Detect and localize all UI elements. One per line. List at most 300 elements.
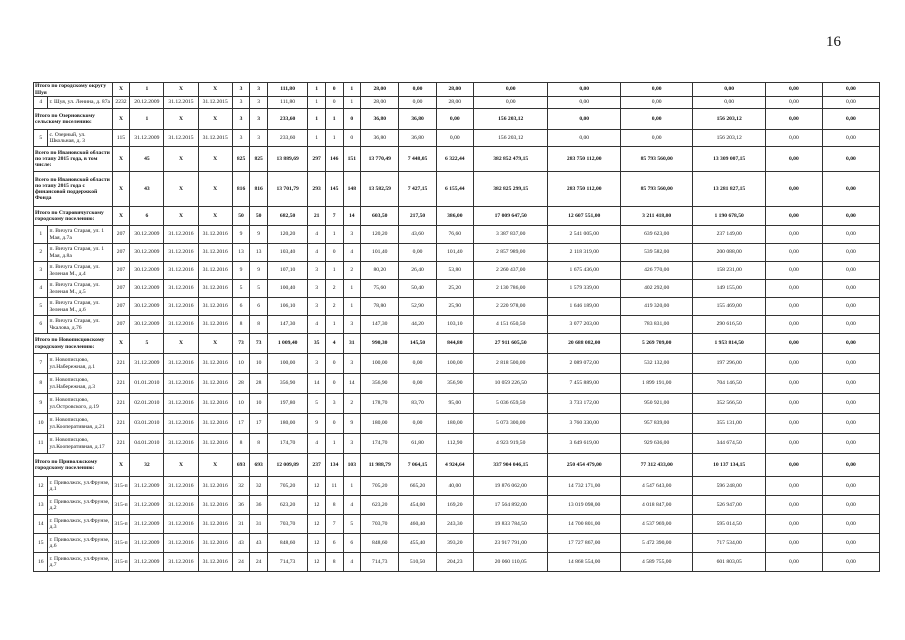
value-cell: 0,00 [765,534,822,553]
value-cell: 1 [325,434,343,454]
value-cell: 7 [325,207,343,226]
value-cell: 17 564 892,00 [473,496,548,515]
value-cell: 03.01.2010 [130,414,164,434]
value-cell: 180,00 [267,414,307,434]
address-cell: п. Новописцово, ул.Кооперативная, д.17 [48,434,112,454]
value-cell: 0,00 [399,354,436,374]
value-cell: 0,00 [822,109,879,130]
address-cell: п. Новописцово, ул.Набережная, д.3 [48,374,112,394]
value-cell: 156 203,12 [693,130,765,147]
value-cell: 221 [112,434,130,454]
value-cell: X [164,147,198,172]
value-cell: 0,00 [765,83,822,97]
value-cell: 714,73 [361,553,399,572]
value-cell: 250 454 479,00 [548,454,620,477]
section-label-cell: Всего по Ивановской области по этапу 2015 года, в том числе: [34,147,113,172]
value-cell: X [112,172,130,207]
value-cell: 950 921,00 [620,394,692,414]
subtotal-row [34,334,880,354]
value-cell: 0,00 [822,172,879,207]
value-cell: 44,20 [399,316,436,334]
value-cell: 0,00 [822,244,879,262]
value-cell: X [164,207,198,226]
value-cell: 204,23 [436,553,473,572]
value-cell: 7 455 889,00 [548,374,620,394]
table-row [34,262,880,280]
value-cell: 9 [250,262,268,280]
section-label-cell: Итого по Озерновскому сельскому поселению: [34,109,113,130]
value-cell: 6 322,44 [436,147,473,172]
value-cell: 13 281 827,15 [693,172,765,207]
value-cell: 217,50 [399,207,436,226]
value-cell: 3 [308,262,326,280]
address-cell: п. Вичуга Старая, ул. 1 Мая, д.7а [48,226,112,244]
value-cell: 3 733 172,00 [548,394,620,414]
value-cell: 31.12.2016 [164,374,198,394]
value-cell: 4 924,64 [436,454,473,477]
value-cell: 12 [308,553,326,572]
value-cell: 75,60 [361,280,399,298]
table-row [34,553,880,572]
value-cell: 356,90 [267,374,307,394]
value-cell: 0 [325,374,343,394]
value-cell: 3 760 330,00 [548,414,620,434]
value-cell: 32 [232,477,250,496]
value-cell: 4 018 847,00 [620,496,692,515]
value-cell: 0,00 [822,414,879,434]
address-cell: п. Вичуга Старая, ул. Зеленая М., д.6 [48,298,112,316]
value-cell: 207 [112,262,130,280]
value-cell: 31.12.2016 [198,262,232,280]
value-cell: 158 231,00 [693,262,765,280]
value-cell: 13 889,69 [267,147,307,172]
value-cell: 714,73 [267,553,307,572]
value-cell: 0,00 [473,97,548,109]
value-cell: 693 [250,454,268,477]
value-cell: 0 [343,109,361,130]
value-cell: 0,00 [436,109,473,130]
value-cell: 31 [250,515,268,534]
value-cell: 24 [232,553,250,572]
value-cell: 53,80 [436,262,473,280]
value-cell: 0,00 [822,97,879,109]
value-cell: 20 688 082,00 [548,334,620,354]
value-cell: 233,60 [267,130,307,147]
value-cell: 31.12.2016 [164,496,198,515]
value-cell: 0 [325,414,343,434]
address-cell: с. Озерный, ул. Школьная, д. 3 [48,130,112,147]
value-cell: 28,00 [361,97,399,109]
value-cell: 5 [250,280,268,298]
value-cell: 0,00 [693,97,765,109]
value-cell: 197 296,00 [693,354,765,374]
value-cell: 825 [232,147,250,172]
row-number-cell: 13 [34,496,48,515]
value-cell: 14 [343,374,361,394]
value-cell: 31.12.2015 [198,130,232,147]
value-cell: 31.12.2016 [198,496,232,515]
value-cell: 393,20 [436,534,473,553]
row-number-cell: 9 [34,394,48,414]
value-cell: 0,00 [620,130,692,147]
value-cell: 460,40 [399,515,436,534]
value-cell: 31.12.2016 [164,515,198,534]
value-cell: 455,40 [399,534,436,553]
value-cell: 30.12.2009 [130,316,164,334]
value-cell: 8 [325,496,343,515]
value-cell: 25,20 [436,280,473,298]
value-cell: 0,00 [822,334,879,354]
value-cell: 0,00 [765,496,822,515]
value-cell: 13 309 007,15 [693,147,765,172]
value-cell: 3 [343,434,361,454]
value-cell: 8 [250,316,268,334]
value-cell: 0,00 [765,207,822,226]
value-cell: 1 [343,83,361,97]
value-cell: 5 472 390,00 [620,534,692,553]
value-cell: 1 [308,130,326,147]
value-cell: 156 203,12 [693,109,765,130]
value-cell: 12 [308,477,326,496]
value-cell: 4 547 643,00 [620,477,692,496]
value-cell: 17 [250,414,268,434]
value-cell: 207 [112,244,130,262]
row-number-cell: 10 [34,414,48,434]
value-cell: X [164,172,198,207]
value-cell: 0,00 [765,262,822,280]
value-cell: 80,20 [361,262,399,280]
value-cell: 3 [250,109,268,130]
value-cell: 0,00 [765,334,822,354]
row-number-cell: 5 [34,298,48,316]
value-cell: 0 [325,244,343,262]
value-cell: 0,00 [822,394,879,414]
value-cell: 929 636,00 [620,434,692,454]
value-cell: 0,00 [399,83,436,97]
value-cell: 30.12.2009 [130,280,164,298]
value-cell: X [164,454,198,477]
value-cell: 233,60 [267,109,307,130]
value-cell: 693 [232,454,250,477]
value-cell: 0 [325,83,343,97]
value-cell: 10 [232,354,250,374]
value-cell: 2 [343,262,361,280]
value-cell: 31.12.2016 [164,226,198,244]
value-cell: 3 649 619,00 [548,434,620,454]
value-cell: 352 566,50 [693,394,765,414]
value-cell: 180,00 [361,414,399,434]
value-cell: 0,00 [548,109,620,130]
value-cell: 30.12.2009 [130,298,164,316]
value-cell: 8 [325,553,343,572]
value-cell: 10 [232,394,250,414]
value-cell: 3 [308,280,326,298]
value-cell: 8 [232,434,250,454]
value-cell: 50 [250,207,268,226]
value-cell: 31.12.2016 [164,477,198,496]
section-label-cell: Итого по Старовичугскому городскому поселению: [34,207,113,226]
value-cell: X [198,334,232,354]
value-cell: 4 [325,334,343,354]
value-cell: 703,70 [267,515,307,534]
value-cell: 31.12.2009 [130,496,164,515]
value-cell: 120,20 [267,226,307,244]
value-cell: 0,00 [822,226,879,244]
value-cell: 31.12.2016 [164,434,198,454]
value-cell: 0,00 [822,496,879,515]
row-number-cell: 7 [34,354,48,374]
value-cell: 0,00 [399,97,436,109]
table-row [34,298,880,316]
address-cell: п. Новописцово, ул.Кооперативная, д.21 [48,414,112,434]
value-cell: 24 [250,553,268,572]
value-cell: 0,00 [399,244,436,262]
value-cell: 402 292,00 [620,280,692,298]
value-cell: 0,00 [765,454,822,477]
value-cell: 30.12.2009 [130,226,164,244]
value-cell: 816 [250,172,268,207]
section-label-cell: Итого по городскому округу Шуя [34,83,113,97]
value-cell: 31.12.2009 [130,354,164,374]
row-number-cell: 12 [34,477,48,496]
value-cell: 0,00 [822,354,879,374]
value-cell: 0,00 [765,226,822,244]
value-cell: 11 988,79 [361,454,399,477]
value-cell: 3 [343,354,361,374]
value-cell: 0,00 [822,262,879,280]
value-cell: 2 089 072,00 [548,354,620,374]
value-cell: 3 [325,394,343,414]
value-cell: 4 [308,434,326,454]
value-cell: 73 [250,334,268,354]
value-cell: 221 [112,394,130,414]
value-cell: 31.12.2016 [198,316,232,334]
value-cell: 4 [343,244,361,262]
address-cell: п. Вичуга Старая, ул. 1 Мая, д.8а [48,244,112,262]
value-cell: X [198,109,232,130]
value-cell: 10 [250,394,268,414]
value-cell: 2 130 786,00 [473,280,548,298]
value-cell: 32 [130,454,164,477]
value-cell: 5 073 300,00 [473,414,548,434]
value-cell: 111,80 [267,83,307,97]
value-cell: 9 [232,262,250,280]
value-cell: 1 [325,262,343,280]
value-cell: 2 220 978,00 [473,298,548,316]
value-cell: 665,20 [399,477,436,496]
value-cell: 0,00 [765,515,822,534]
value-cell: 1 579 339,00 [548,280,620,298]
value-cell: 237 [308,454,326,477]
value-cell: 1 675 436,00 [548,262,620,280]
value-cell: 31.12.2016 [198,534,232,553]
value-cell: 95,00 [436,394,473,414]
value-cell: 3 [250,83,268,97]
value-cell: X [112,83,130,97]
subtotal-row [34,83,880,97]
value-cell: 134 [325,454,343,477]
subtotal-row [34,454,880,477]
value-cell: 147,30 [361,316,399,334]
value-cell: 31.12.2016 [198,280,232,298]
value-cell: 356,90 [361,374,399,394]
value-cell: 3 [232,97,250,109]
value-cell: 14 [343,207,361,226]
value-cell: 36,80 [399,109,436,130]
value-cell: 243,30 [436,515,473,534]
value-cell: 14 868 554,00 [548,553,620,572]
value-cell: 532 132,00 [620,354,692,374]
table-row [34,534,880,553]
value-cell: 6 [325,534,343,553]
value-cell: X [164,83,198,97]
value-cell: X [112,147,130,172]
table-row [34,394,880,414]
row-number-cell: 6 [34,316,48,334]
value-cell: 10 137 134,15 [693,454,765,477]
value-cell: 1 [343,298,361,316]
row-number-cell: 4 [34,97,48,109]
address-cell: п. Вичуга Старая, ул. Чкалова, д.76 [48,316,112,334]
value-cell: 31.12.2016 [198,414,232,434]
value-cell: 178,70 [361,394,399,414]
value-cell: 5 269 709,00 [620,334,692,354]
value-cell: 0,00 [548,130,620,147]
value-cell: 197,80 [267,394,307,414]
address-cell: п. Вичуга Старая, ул. Зеленая М., д.5 [48,280,112,298]
value-cell: 31.12.2016 [164,354,198,374]
value-cell: 848,60 [361,534,399,553]
value-cell: 120,20 [361,226,399,244]
value-cell: 1 [308,97,326,109]
value-cell: 10 059 226,50 [473,374,548,394]
value-cell: 26,40 [399,262,436,280]
value-cell: X [112,109,130,130]
value-cell: 01.01.2010 [130,374,164,394]
section-label-cell: Итого по Новописцовскому городскому поселению: [34,334,113,354]
value-cell: 31.12.2016 [164,244,198,262]
value-cell: 9 [232,226,250,244]
address-cell: г. Приволжск, ул.Фрунзе, д.7 [48,553,112,572]
value-cell: 2 260 437,00 [473,262,548,280]
value-cell: X [198,207,232,226]
value-cell: 1 646 189,00 [548,298,620,316]
value-cell: 526 947,00 [693,496,765,515]
value-cell: 50,40 [399,280,436,298]
value-cell: 0 [325,97,343,109]
row-number-cell: 4 [34,280,48,298]
address-cell: г. Шуя, ул. Ленина, д. 87а [48,97,112,109]
value-cell: 31.12.2009 [130,477,164,496]
value-cell: 17 009 647,50 [473,207,548,226]
address-cell: г. Приволжск, ул.Фрунзе, д.1 [48,477,112,496]
value-cell: 0,00 [822,83,879,97]
value-cell: 28,00 [361,83,399,97]
value-cell: 1 [325,316,343,334]
value-cell: 146 [325,147,343,172]
value-cell: 31.12.2016 [198,374,232,394]
value-cell: 13 701,79 [267,172,307,207]
value-cell: 147,30 [267,316,307,334]
value-cell: 3 [250,130,268,147]
value-cell: 31.12.2016 [164,414,198,434]
value-cell: 13 019 098,00 [548,496,620,515]
table-row [34,354,880,374]
value-cell: 5 [130,334,164,354]
value-cell: 315-п [112,534,130,553]
value-cell: 31.12.2009 [130,130,164,147]
value-cell: 5 036 659,50 [473,394,548,414]
value-cell: 50 [232,207,250,226]
value-cell: 0,00 [620,83,692,97]
value-cell: 386,00 [436,207,473,226]
value-cell: 9 [308,414,326,434]
value-cell: 28,00 [436,83,473,97]
value-cell: 0,00 [765,414,822,434]
value-cell: 28 [250,374,268,394]
value-cell: 315-п [112,496,130,515]
value-cell: 100,00 [361,354,399,374]
value-cell: 31.12.2016 [198,226,232,244]
value-cell: 31.12.2015 [164,97,198,109]
value-cell: 419 320,00 [620,298,692,316]
section-label-cell: Всего по Ивановской области по этапу 2015 года с финансовой поддержкой Фонда [34,172,113,207]
value-cell: 73 [232,334,250,354]
value-cell: 2 541 005,00 [548,226,620,244]
value-cell: 0,00 [765,434,822,454]
value-cell: 596 248,00 [693,477,765,496]
value-cell: 344 674,50 [693,434,765,454]
value-cell: 454,00 [399,496,436,515]
value-cell: 356,90 [436,374,473,394]
value-cell: 12 [308,496,326,515]
value-cell: 0,00 [822,374,879,394]
page-number: 16 [826,34,841,50]
value-cell: 103,10 [436,316,473,334]
value-cell: 0,00 [822,454,879,477]
value-cell: 31.12.2016 [198,515,232,534]
value-cell: 1 190 678,50 [693,207,765,226]
value-cell: 0,00 [473,83,548,97]
value-cell: 0,00 [765,172,822,207]
value-cell: 3 077 203,00 [548,316,620,334]
value-cell: 31.12.2016 [198,477,232,496]
value-cell: 207 [112,280,130,298]
value-cell: 30.12.2009 [130,262,164,280]
value-cell: 315-п [112,553,130,572]
value-cell: 85 793 560,00 [620,172,692,207]
value-cell: 43 [130,172,164,207]
value-cell: 111,80 [267,97,307,109]
value-cell: 4 [343,496,361,515]
value-cell: 43 [232,534,250,553]
value-cell: 2 [325,280,343,298]
table-row [34,434,880,454]
row-number-cell: 3 [34,262,48,280]
value-cell: 19 833 784,50 [473,515,548,534]
value-cell: 705,20 [267,477,307,496]
value-cell: 148 [343,172,361,207]
value-cell: 83,70 [399,394,436,414]
value-cell: 36,80 [361,130,399,147]
value-cell: X [112,454,130,477]
value-cell: 639 623,00 [620,226,692,244]
value-cell: 3 387 837,00 [473,226,548,244]
value-cell: 3 [232,83,250,97]
value-cell: 115 [112,130,130,147]
value-cell: 3 [232,109,250,130]
value-cell: 6 [250,298,268,316]
